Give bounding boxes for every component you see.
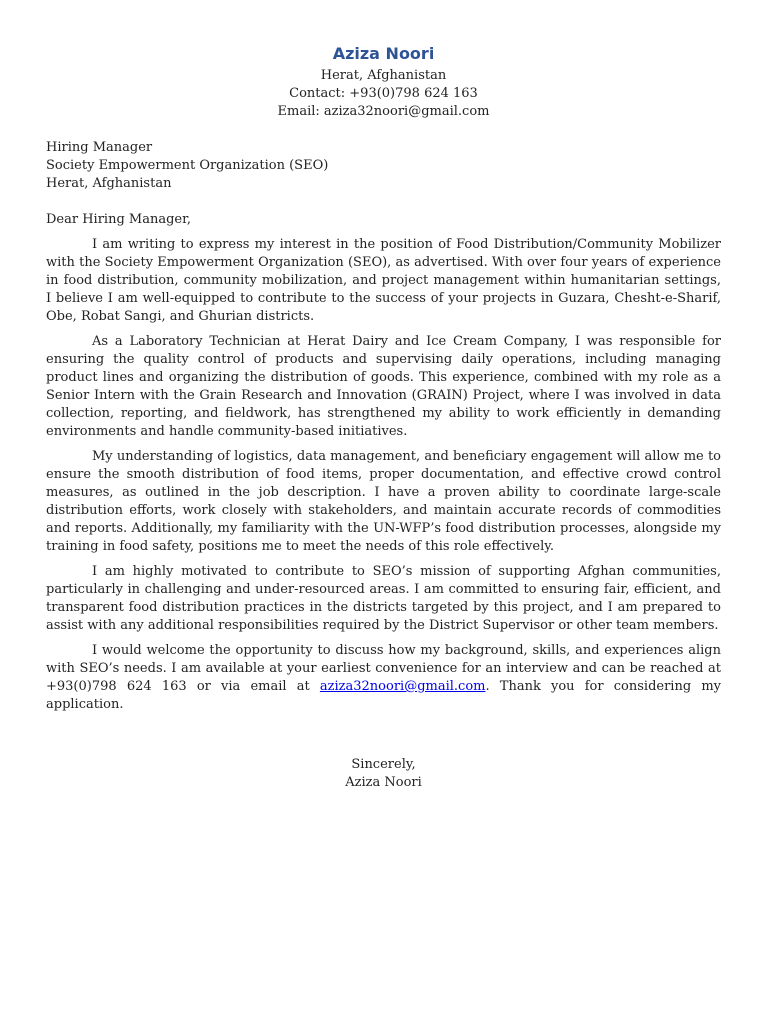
sender-contact: Contact: +93(0)798 624 163 (289, 86, 478, 101)
letter-header (46, 44, 721, 121)
final-paragraph-text-after-link: . Thank you for considering my application. (46, 679, 722, 712)
cover-letter (46, 44, 721, 792)
salutation: Dear Hiring Manager, (46, 212, 192, 227)
sender-location: Herat, Afghanistan (320, 68, 447, 83)
valediction: Sincerely, (351, 757, 416, 772)
body-paragraph-3: My understanding of logistics, data management, and beneficiary engagement will allow me to ensure the smooth distribution of food items, proper documentation, and effective crowd control measures, as outlined in the job description. I have a proven ability to coordinate large-scale distribution efforts, work closely with stakeholders, and maintain accurate records of commodities and reports. Additionally, my familiarity with the UN-WFP’s food distribution processes, alongside my training in food safety, positions me to meet the needs of this role effectively. (46, 449, 721, 554)
signature-name: Aziza Noori (345, 775, 422, 790)
recipient-location: Herat, Afghanistan (46, 176, 172, 191)
body-paragraph-1: I am writing to express my interest in the position of Food Distribution/Community Mobilizer with the Society Empowerment Organization (SEO), as advertised. With over four years of experience in food distribution, community mobilization, and project management within humanitarian settings, I believe I am well-equipped to contribute to the success of your projects in Guzara, Chesht-e-Sharif, Obe, Robat Sangi, and Ghurian districts. (46, 237, 721, 324)
body-paragraph-5 (46, 642, 721, 714)
sender-email: Email: aziza32noori@gmail.com (277, 104, 490, 119)
body-paragraph-4: I am highly motivated to contribute to SEO’s mission of supporting Afghan communities, particularly in challenging and under-resourced areas. I am committed to ensuring fair, efficient, and transparent food distribution practices in the districts targeted by this project, and I am prepared to assist with any additional responsibilities required by the District Supervisor or other team members. (46, 564, 721, 633)
recipient-organization: Society Empowerment Organization (SEO) (46, 158, 329, 173)
recipient-title: Hiring Manager (46, 140, 153, 155)
body-paragraph-2: As a Laboratory Technician at Herat Dairy and Ice Cream Company, I was responsible for ensuring the quality control of products and supervising daily operations, including managing product lines and organizing the distribution of goods. This experience, combined with my role as a Senior Intern with the Grain Research and Innovation (GRAIN) Project, where I was involved in data collection, reporting, and fieldwork, has strengthened my ability to work efficiently in demanding environments and handle community-based initiatives. (46, 334, 721, 439)
recipient-block (46, 139, 721, 193)
closing-block (46, 756, 721, 792)
final-paragraph-text-before-link: I would welcome the opportunity to discuss how my background, skills, and experiences align with SEO’s needs. I am available at your earliest convenience for an interview and can be reached at +93(0)798 624 163 or via email at (46, 643, 721, 694)
email-link[interactable]: aziza32noori@gmail.com (319, 679, 486, 694)
sender-name: Aziza Noori (332, 44, 435, 63)
